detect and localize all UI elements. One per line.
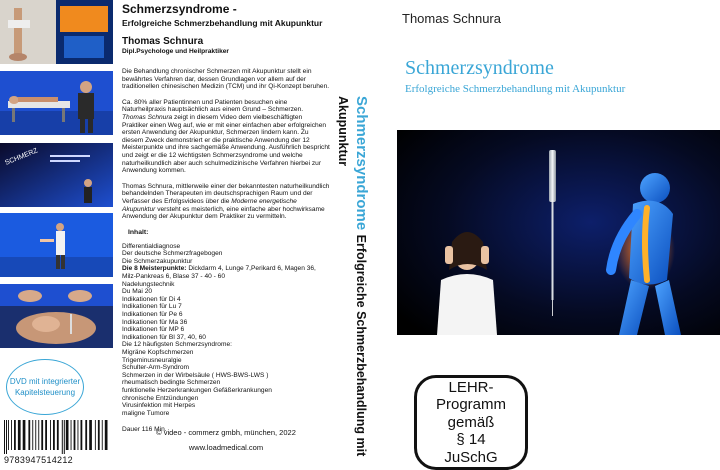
woman-in-pain-figure bbox=[437, 232, 497, 335]
contents-heading: Inhalt: bbox=[128, 228, 149, 236]
thumbnail-presenter bbox=[0, 213, 113, 277]
contents-item: Indikationen für Pe 6 bbox=[122, 311, 183, 319]
barcode-bar bbox=[74, 420, 76, 450]
contents-list bbox=[122, 243, 330, 418]
contents-item-meisterpunkte: Die 8 Meisterpunkte: Dickdarm 4, Lunge 7,Perikard 6, Magen 36, Milz-Pankreas 6, Blase 37 - 40 - 60 bbox=[122, 265, 316, 281]
barcode-bar bbox=[6, 420, 7, 454]
description bbox=[122, 68, 330, 221]
barcode-image bbox=[2, 420, 110, 458]
barcode-bar bbox=[78, 420, 79, 450]
contents-item: Indikationen für Ma 36 bbox=[122, 318, 188, 326]
contents-item: Trigeminusneuralgie bbox=[122, 356, 182, 364]
barcode-bar bbox=[23, 420, 26, 450]
rating-line: JuSchG bbox=[444, 448, 498, 466]
isbn-number: 9783947514212 bbox=[4, 455, 73, 465]
description-paragraph-1: Die Behandlung chronischer Schmerzen mit Akupunktur stellt ein bewährtes Verfahren dar, dessen Grundlagen vor allem auf der traditionellen chinesischen Medizin (TCM) und ihr Qi-Konzept beruhen. bbox=[122, 68, 330, 91]
contents-item: Indikationen für Lu 7 bbox=[122, 303, 182, 311]
barcode-bar bbox=[71, 420, 72, 450]
thumbnail-title-screen bbox=[0, 143, 113, 207]
thumbnail-hand-acupuncture bbox=[0, 284, 113, 348]
contents-item: maligne Tumore bbox=[122, 409, 170, 417]
front-title: Schmerzsyndrome bbox=[405, 57, 554, 79]
back-cover-text bbox=[122, 2, 330, 433]
front-author: Thomas Schnura bbox=[402, 11, 501, 26]
contents-item: Der deutsche Schmerzfragebogen bbox=[122, 250, 223, 258]
contents-item: Schmerzen in der Wirbelsäule ( HWS-BWS-LWS ) bbox=[122, 371, 269, 379]
contents-item: Schulter-Arm-Syndrom bbox=[122, 364, 190, 372]
barcode-bar bbox=[32, 420, 33, 450]
contents-item: Indikationen für MP 6 bbox=[122, 326, 185, 334]
spine-subtitle: Erfolgreiche Schmerzbehandlung mit Akupunktur bbox=[336, 96, 368, 457]
spine bbox=[334, 96, 371, 470]
contents-item: rheumatisch bedingte Schmerzen bbox=[122, 379, 221, 387]
barcode-bar bbox=[18, 420, 21, 450]
barcode-bar bbox=[35, 420, 36, 450]
description-paragraph-2: Ca. 80% aller Patientinnen und Patienten besuchen eine Naturheilpraxis hauptsächlich aus einem Grund – Schmerzen. Thomas Schnura zeigt in diesem Video dem vielbeschäftigten Praktiker einen Weg auf, wie er mit einer einfachen aber erfolgreichen ersten Anwendung der Akupunktur, Schmerzen lindern kann. Zu diesem Zweck demonstriert er die praktische Anwendung der 12 Meisterpunkte und ihre sachgemäße Anwendung. Ausführlich bespricht und zeigt er die 12 wichtigsten Schmerzsyndrome und welche naturheilkundlich aber auch schulmedizinische Verfahren hierbei zur Anwendung kommen. bbox=[122, 98, 330, 175]
thumbnail-caption: SCHMERZ bbox=[4, 147, 39, 167]
back-author-role: Dipl.Psychologe und Heilpraktiker bbox=[122, 48, 229, 55]
contents-item: Migräne Kopfschmerzen bbox=[122, 349, 194, 356]
barcode-bar bbox=[41, 420, 43, 450]
barcode-bar bbox=[50, 420, 51, 450]
barcode-bar bbox=[66, 420, 69, 450]
dvd-badge-line1: DVD mit integrierter bbox=[9, 377, 81, 386]
barcode-bar bbox=[105, 420, 108, 450]
contents-item: Indikationen für Bl 37, 40, 60 bbox=[122, 333, 206, 341]
rating-badge bbox=[414, 375, 528, 470]
rating-line: § 14 bbox=[456, 431, 486, 449]
barcode-bar bbox=[28, 420, 30, 450]
contents-item: Die Schmerzakupunktur bbox=[122, 257, 193, 265]
dvd-badge-line2: Kapitelsteuerung bbox=[14, 388, 76, 397]
contents-item: chronische Entzündungen bbox=[122, 394, 199, 402]
barcode-bar bbox=[8, 420, 9, 450]
contents-item: funktionelle Herzerkrankungen Gefäßerkrankungen bbox=[122, 386, 272, 394]
thumbnail-leg-massage bbox=[0, 0, 113, 64]
contents-item: Die 12 häufigsten Schmerzsyndrome: bbox=[122, 341, 232, 349]
barcode-bar bbox=[4, 420, 5, 454]
barcode-bar bbox=[14, 420, 16, 450]
barcode-bar bbox=[38, 420, 39, 450]
back-subtitle: Erfolgreiche Schmerzbehandlung mit Akupunktur bbox=[122, 18, 323, 28]
contents-item: Indikationen für Di 4 bbox=[122, 295, 181, 303]
contents-item: Nadelungstechnik bbox=[122, 280, 175, 288]
barcode-bar bbox=[89, 420, 92, 450]
contents-item: Differentialdiagnose bbox=[122, 242, 181, 250]
thumbnail-treatment-table bbox=[0, 71, 113, 135]
back-title: Schmerzsyndrome - bbox=[122, 2, 237, 16]
barcode-bar bbox=[62, 420, 63, 454]
contents-item: Du Mai 20 bbox=[122, 288, 153, 296]
barcode-bar bbox=[95, 420, 96, 450]
rating-line: LEHR- bbox=[448, 378, 494, 396]
thumbnail-strip bbox=[0, 0, 113, 352]
contents-item: Virusinfektion mit Herpes bbox=[122, 402, 196, 410]
cover-hero-image bbox=[397, 130, 720, 335]
barcode-bar bbox=[85, 420, 87, 450]
spine-title: Schmerzsyndrome bbox=[353, 96, 370, 231]
rating-line: Programm bbox=[435, 396, 506, 414]
barcode-bar bbox=[64, 420, 65, 454]
front-subtitle: Erfolgreiche Schmerzbehandlung mit Akupunktur bbox=[405, 83, 626, 95]
back-author-name: Thomas Schnura bbox=[122, 36, 204, 47]
barcode-bar bbox=[45, 420, 47, 450]
barcode-bar bbox=[98, 420, 100, 450]
barcode-bar bbox=[53, 420, 55, 450]
dvd-chapter-badge bbox=[6, 359, 84, 415]
copyright: © video - commerz gmbh, münchen, 2022 bbox=[156, 428, 296, 437]
barcode-bar bbox=[81, 420, 83, 450]
description-paragraph-3: Thomas Schnura, mittlerweile einer der bekanntesten naturheilkundlich behandelnden Therapeuten im deutschsprachigen Raum und der Verfasser des Erfolgsvideos über die Moderne energetische Akupunktur versteht es meisterlich, eine einfache aber hochwirksame Anwendung der Akupunktur dem Praktiker zu vermitteln. bbox=[122, 182, 330, 221]
barcode-bar bbox=[102, 420, 103, 450]
website-link[interactable]: www.loadmedical.com bbox=[188, 443, 264, 452]
barcode-bar bbox=[57, 420, 59, 450]
duration: Dauer 116 Min. bbox=[122, 426, 167, 434]
barcode-bar bbox=[11, 420, 12, 450]
rating-line: gemäß bbox=[447, 413, 495, 431]
